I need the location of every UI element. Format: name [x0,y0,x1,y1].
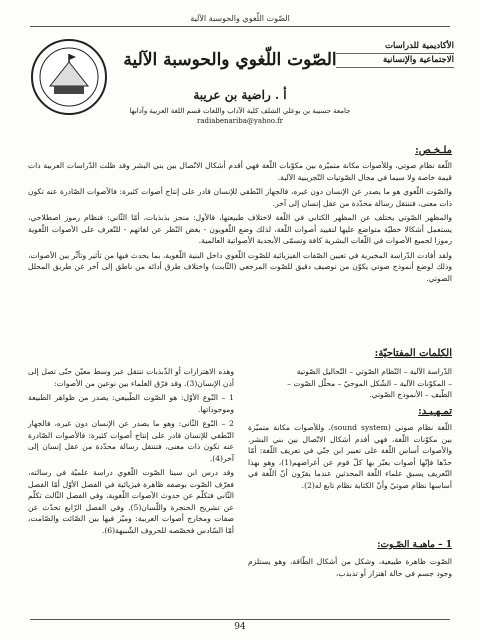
article-title: الصّوت اللّغوي والحوسبة الآلية [123,50,337,70]
abstract-paragraph-1: اللّغة نظام صوتي، وللأصوات مكانة متميّزة بين مكوّنات اللّغة فهي أقدم أشكال الاتّصال بين بني البشر وقد ظلت الدّراسات العربية ذات قيمة خاصة ولا سيما في مجال الصّوتيات التّجريبية الآلية. [28,161,452,182]
left-column [28,366,234,539]
author-name: أ . راضية بن عريبة [193,88,287,102]
left-paragraph-2: 1 – النّوع الأوّل: هو الصّوت الطّبيعي: يصدر من ظواهر الطبيعة وموجوداتها. [28,393,234,414]
intro-right-column [248,422,452,494]
keyword-line: – المكوّنات الآلية – الشّكل الموجيّ – محلّل الصّوت – [287,378,452,388]
abstract-heading: ملـخـص: [415,145,452,156]
section-1-body [248,556,452,582]
page-number: 94 [30,619,450,632]
author-affiliation [40,106,440,126]
university-seal-logo [30,38,108,116]
abstract-body [28,160,452,287]
section-1-heading: 1 – ماهيـة الصّـوت: [377,540,452,550]
running-head: الصّوت اللّغوي والحوسبة الآلية [30,14,450,27]
intro-heading: تمـهـيـد: [418,406,452,417]
left-paragraph-4: وقد درس ابن سينا الصّوت اللّغوي دراسة علميّة في رسالته، فعرّف الصّوت بوصفه ظاهرة فيزيائية في الفصل الأوّل أمّا الفصل الثّاني فتكلّم عن حدوث الأصوات اللّغوية، وفي الفصل الثّالث تكلّم عن تشريح الحنجرة واللّسان(5). وفي الفصل الرّابع تحدّث عن صفات ومخارج أصوات العربية: وميّز فيها بين الصّائت والصّامت، أمّا السّادس فخصّصه للحروف الشّبيهة(6). [28,468,234,535]
journal-line-1: الأكاديمية للدراسات [336,40,454,54]
left-paragraph-1: وهذه الاهتزازات أو الذّبذبات تنتقل عبر وسط معيّن حتّى تصل إلى أذن الإنسان(3). وقد فرّق العلماء بين نوعين من الأصوات: [28,367,234,388]
keyword-line: الطّيف – الأنموذج الصّوتي. [369,390,452,399]
author-email: radiabenariba@yahoo.fr [196,117,284,125]
abstract-paragraph-4: ولقد أفادت الدّراسة المخبرية في تعيين الصّفات الفيزيائية للصّوت اللّغوي داخل البنية اللّغوية، بما يحدث فيها من تأثير وتأثّر بين الأصوات، وذلك لوضع أنموذج صوتي يكوّن من توصيف دقيق للصّوت المرجعي (الثّابت) واختلاف طرق أدائه من ناطق إلى آخر عن طريق المحلل الصوتي. [28,250,452,283]
intro-paragraph: اللّغة نظام صوتي (sound system)، وللأصوات مكانة متميّزة بين مكوّنات اللّغة، فهي أقدم أشكال الاتّصال بين بني البشر. والأصوات أساس اللّغة على تعبير ابن جنّي في تعريف اللّغة: أمّا حدّها فإنّها أصوات يعبّر بها كلّ قوم عن أغراضهم(1)، وهو بهذا التّعريف يسبق علماء اللّغة المحدثين عندما يقرّون أنّ اللّغة في أساسها نظام صوتيّ وأنّ الكتابة نظام تابع له(2). [248,423,453,490]
section-1-paragraph: الصّوت ظاهرة طبيعية، وشكل من أشكال الطّاقة، وهو يستلزم وجود جسم في حالة اهتزاز أو تذبذب، [248,557,452,578]
abstract-paragraph-2: والصّوت اللّغوي هو ما يصدر عن الإنسان دون غيره، فالجهاز النّطقي للإنسان قادر على إنتاج أصوات كثيرة: فالأصوات الصّادرة عنه تكون ذات معنى، فتنتقل رسالة محدّدة من عقل إنسان إلى آخر. [28,187,452,208]
abstract-paragraph-3: والمظهر الصّوتي يختلف عن المظهر الكتابي في اللّغة لاختلاف طبيعتها، فالأول: منجز بذبذبات، أمّا الثّاني: فنظام رموز اصطلاحي، يستعمل أشكالا خطيّة متواضع عليها لتقييد أصوات اللّغة، لذلك وضع اللّغويون - بغض النّظر عن لغاتهم - للتّعرف على الأصوات اللّغوية رموزا لجميع الأصوات في اللّغات البشرية كافة وتسمّى الأبجدية الأصواتية العالمية. [28,213,452,245]
keywords-list [248,366,452,401]
affiliation-text: جامعة حسيبة بن بوعلي الشلف كلية الآداب واللغات قسم اللغة العربية وآدابها [129,107,351,115]
keyword-line: الدّراسة الآلية – النّظام الصّوتي – التّحاليل الصّوتية [296,367,452,376]
journal-line-2: الاجتماعية والإنسانية [336,54,454,68]
journal-name [336,40,454,68]
left-paragraph-3: 2 – النّوع الثّاني: وهو ما يصدر عن الإنسان دون غيره، فالجهاز النّطقي للإنسان قادر على إنتاج أصوات كثيرة: فالأصوات الصّادرة عنه تكون ذات معنى، فتنتقل رسالة محدّدة من عقل إنسان إلى آخر(4). [28,419,234,463]
keywords-heading: الكلمات المفتاحيّة: [374,348,452,359]
